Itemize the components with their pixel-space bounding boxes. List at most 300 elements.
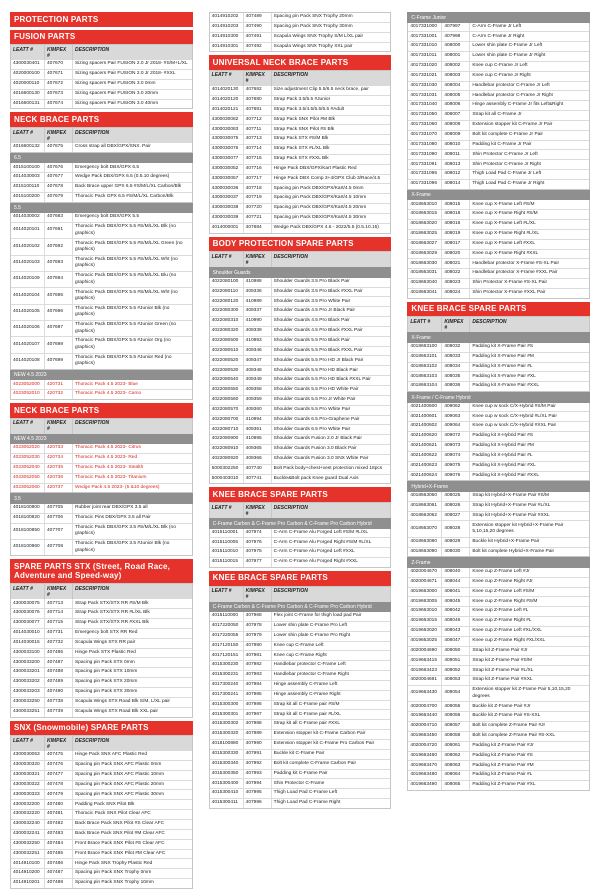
table-row: [210, 307, 391, 317]
description-cell: Padding kit Z-Frame Pair #L: [472, 772, 533, 778]
column-header-description: DESCRIPTION: [75, 129, 110, 136]
description-cell: Buckle kit Z-Frame Pair #S-XXL: [472, 713, 541, 719]
kimpex-cell: 407713: [45, 599, 73, 608]
description-cell: C-Arm C-Frame Alu Forged Left #S/M #L/XL: [273, 529, 369, 535]
leatt-cell: 4300032250: [11, 840, 45, 849]
kimpex-cell: 408013: [442, 160, 470, 169]
kimpex-cell: 407995: [244, 789, 272, 798]
description-cell: Scapula Wings SNX Trophy XXL pair: [273, 43, 353, 49]
parts-table: [209, 86, 392, 234]
description-cell: Shin Protector X-Frame #S-XL Pair: [472, 280, 548, 286]
kimpex-cell: 420734: [45, 454, 73, 463]
table-row: [11, 60, 192, 70]
table-row: [11, 504, 192, 514]
table-row: [408, 588, 589, 598]
leatt-cell: 4015300400: [210, 779, 244, 788]
leatt-cell: 4022080560: [210, 396, 244, 405]
description-cell: Shoulder Guards 5.5 Pro Jr White Pair: [273, 397, 356, 403]
description-cell: Thoracic Pack DBX/GPX 5.5 #S/M/L/XL Blu (no graphics): [75, 273, 177, 285]
kimpex-cell: 420732: [45, 390, 73, 399]
leatt-cell: 4021400622: [408, 452, 442, 461]
kimpex-cell: 408014: [442, 180, 470, 189]
description-cell: Thoracic Pack DBX/GPX 3.5 #S/M/L/XL Blk (no graphics): [75, 524, 176, 537]
description-cell: Knee cup X-Frame Left #L/XL: [472, 221, 536, 227]
table-row: [11, 464, 192, 474]
kimpex-cell: 407707: [45, 524, 73, 539]
column-header-leatt: LEATT #: [11, 128, 45, 143]
leatt-cell: 4022080520: [210, 356, 244, 365]
table-row: [210, 376, 391, 386]
table-row: [408, 353, 589, 363]
table-row: [210, 337, 391, 347]
kimpex-cell: 420735: [45, 464, 73, 473]
description-cell: Scapula Wings STX Road Blk XXL pair: [75, 708, 159, 714]
kimpex-cell: 408022: [442, 269, 470, 278]
kimpex-cell: 420733: [45, 444, 73, 453]
description-cell: Flex joint C-Frame for thigh load pad Pair: [273, 613, 362, 619]
leatt-cell: 4016600131: [11, 100, 45, 109]
table-row: [408, 521, 589, 537]
description-cell: Strap Pack STX/STX RR #XXL Blk: [75, 620, 149, 626]
table-subheader: C-Frame Junior: [407, 12, 590, 23]
kimpex-cell: 407672: [45, 80, 73, 89]
description-cell: Shoulder Guards Fusion 2.0 Jr Black Pair: [273, 436, 362, 442]
leatt-cell: 4020004670: [408, 568, 442, 577]
leatt-cell: 4014020109: [11, 272, 45, 287]
description-cell: Shoulder Guards 4.5 Pro Black #XXL Pair: [273, 328, 363, 334]
section-header: NECK BRACE PARTS: [10, 112, 193, 127]
kimpex-cell: 408054: [442, 686, 470, 701]
table-row: [11, 800, 192, 810]
table-row: [408, 382, 589, 391]
section-header: SNX (Snowmobile) SPARE PARTS: [10, 721, 193, 736]
leatt-cell: 4017220055: [210, 632, 244, 641]
table-row: [11, 698, 192, 708]
table-row: [408, 412, 589, 422]
description-cell: Sizing spacers Pair FUSION 3.0 0mm: [75, 81, 156, 87]
description-cell: Lower shin plate C-Frame Jr Left: [472, 43, 543, 49]
description-cell: Strap Pack SNX Pilot #S Blk: [273, 126, 335, 132]
kimpex-cell: 410995: [244, 435, 272, 444]
catalog-column-1: [10, 12, 193, 886]
kimpex-cell: 408005: [442, 91, 470, 100]
table-subheader: NEW 4.5 2023: [10, 434, 193, 445]
description-cell: Wedge Pack 4.5 2023- (5 &10 degrees): [75, 484, 160, 490]
table-subheader: 3.5: [10, 493, 193, 504]
column-header-kimpex: KIMPEX #: [45, 45, 73, 60]
table-row: [408, 702, 589, 712]
leatt-cell: 4019663020: [408, 627, 442, 636]
table-row: [408, 597, 589, 607]
kimpex-cell: 407475: [45, 751, 73, 760]
leatt-cell: 4017331091: [408, 160, 442, 169]
kimpex-cell: 408056: [442, 712, 470, 721]
description-cell: Thoracic Pack DBX/GPX 5.5 #Junior Red (no graphics): [75, 354, 172, 367]
kimpex-cell: 409064: [442, 422, 470, 431]
table-row: [210, 204, 391, 214]
table-row: [408, 160, 589, 170]
leatt-cell: 4019663015: [408, 617, 442, 626]
table-subheader: C-Frame Carbon & C-Frame Pro Carbon & C-Frame Pro Carbon Hybrid: [209, 602, 392, 613]
column-header-row: [10, 418, 193, 434]
column-header-kimpex: KIMPEX #: [244, 252, 272, 267]
table-row: [408, 452, 589, 462]
kimpex-cell: 409074: [442, 452, 470, 461]
leatt-cell: 4017331010: [408, 42, 442, 51]
column-header-kimpex: KIMPEX #: [45, 128, 73, 143]
kimpex-cell: 409346: [244, 347, 272, 356]
table-row: [210, 710, 391, 720]
leatt-cell: 4014910300: [210, 33, 244, 42]
parts-table: [10, 163, 193, 202]
description-cell: Thoracic Pack 4.5 2023- Citrus: [75, 445, 141, 451]
kimpex-cell: 408036: [442, 382, 470, 391]
table-row: [408, 101, 589, 111]
description-cell: Handlebar protector C-Frame Right: [273, 672, 349, 678]
leatt-cell: 4022080120: [210, 297, 244, 306]
leatt-cell: 4018663010: [408, 200, 442, 209]
leatt-cell: 4022080920: [210, 455, 244, 464]
leatt-cell: 4021400620: [408, 432, 442, 441]
kimpex-cell: 408000: [442, 42, 470, 51]
table-row: [11, 629, 192, 639]
kimpex-cell: 407996: [244, 799, 272, 808]
description-cell: Sizing spacers Pair FUSION 3.0 20mm: [75, 90, 159, 96]
leatt-cell: 4019663430: [408, 686, 442, 701]
description-cell: Extension stopper kit Z-Frame Pair 5,10,15,20 degrees: [472, 687, 571, 699]
leatt-cell: 4300030323: [11, 790, 45, 799]
leatt-cell: 4018663070: [408, 521, 442, 536]
leatt-cell: 4300033203: [11, 688, 45, 697]
table-row: [11, 840, 192, 850]
column-header-kimpex: KIMPEX #: [45, 736, 73, 751]
description-cell: Back Brace Pack SNX Pilot #S Clear AFC: [75, 821, 165, 827]
leatt-cell: 4300030322: [11, 781, 45, 790]
description-cell: Strap kit Hybrid+X-Frame Pair #L/XL: [472, 502, 551, 508]
leatt-cell: 4018663090: [408, 548, 442, 557]
leatt-cell: 4014030010: [11, 629, 45, 638]
leatt-cell: 4018663029: [408, 250, 442, 259]
table-row: [408, 722, 589, 732]
kimpex-cell: 407982: [244, 661, 272, 670]
kimpex-cell: 407979: [244, 632, 272, 641]
leatt-cell: 4022080570: [210, 406, 244, 415]
section-header: SPARE PARTS STX (Street, Road Race, Adventure and Speed-way): [10, 559, 193, 583]
table-row: [408, 607, 589, 617]
column-header-leatt: LEATT #: [210, 503, 244, 518]
kimpex-cell: 420736: [45, 474, 73, 483]
description-cell: Knee cup Z-Frame Left #XL/XXL: [472, 628, 542, 634]
table-row: [408, 111, 589, 121]
table-row: [210, 224, 391, 233]
table-row: [408, 180, 589, 189]
description-cell: Spacing pin Pack SNX Trophy 30mm: [273, 24, 353, 30]
kimpex-cell: 407980: [244, 642, 272, 651]
table-row: [408, 72, 589, 82]
table-row: [11, 80, 192, 90]
table-row: [408, 343, 589, 353]
table-row: [408, 422, 589, 432]
description-cell: Buckle kit Hybrid+X-Frame Pair: [472, 538, 540, 544]
leatt-cell: 4021400601: [408, 412, 442, 421]
description-cell: C-Arm C-Frame Jr Right: [472, 33, 525, 39]
kimpex-cell: 407677: [45, 173, 73, 182]
description-cell: Shoulder Guards 3.5 Pro White Pair: [273, 298, 351, 304]
table-row: [408, 279, 589, 289]
leatt-cell: 4018663103: [408, 372, 442, 381]
leatt-cell: 4018663102: [408, 363, 442, 372]
kimpex-cell: 408024: [442, 289, 470, 298]
kimpex-cell: 408003: [442, 72, 470, 81]
leatt-cell: 4300030077: [210, 155, 244, 164]
leatt-cell: 4014020107: [11, 337, 45, 352]
description-cell: Padding kit X-Frame Pair #XXL: [472, 383, 539, 389]
leatt-cell: 4015300302: [210, 720, 244, 729]
table-row: [408, 131, 589, 141]
kimpex-cell: 408047: [442, 637, 470, 646]
leatt-cell: 4017331000: [408, 23, 442, 32]
kimpex-cell: 410989: [244, 297, 272, 306]
description-cell: Strap kit all C-Frame pair #S/M: [273, 701, 340, 707]
table-row: [210, 165, 391, 175]
description-cell: Sizing spacers Pair FUSION 2.0 Jr 2018- #XXL: [75, 71, 176, 77]
kimpex-cell: 407714: [244, 145, 272, 154]
leatt-cell: 4014020103: [11, 256, 45, 271]
column-header-row: [209, 251, 392, 267]
table-row: [408, 141, 589, 151]
leatt-cell: 4023052060: [11, 484, 45, 493]
column-header-kimpex: KIMPEX #: [244, 71, 272, 86]
table-row: [408, 686, 589, 702]
table-row: [11, 658, 192, 668]
table-row: [11, 761, 192, 771]
description-cell: Emergency bolt DBX/GPX 6.5: [75, 164, 139, 170]
description-cell: Strap Pack STX/STX RR #L/XL Blk: [75, 610, 150, 616]
kimpex-cell: 409073: [442, 442, 470, 451]
table-row: [408, 462, 589, 472]
kimpex-cell: 409359: [244, 396, 272, 405]
table-row: [210, 622, 391, 632]
parts-table: [209, 12, 392, 52]
kimpex-cell: 407998: [442, 32, 470, 41]
table-row: [210, 416, 391, 426]
parts-table: [10, 380, 193, 400]
leatt-cell: 4023052010: [11, 390, 45, 399]
leatt-cell: 4014910203: [210, 23, 244, 32]
table-row: [408, 23, 589, 33]
column-header-leatt: LEATT #: [11, 584, 45, 599]
table-row: [210, 642, 391, 652]
description-cell: Bolt Pack body+chest+vest protection mixed 18pcs: [273, 465, 383, 471]
table-row: [210, 681, 391, 691]
kimpex-cell: 408011: [442, 150, 470, 159]
table-row: [11, 70, 192, 80]
leatt-cell: 4021400624: [408, 472, 442, 481]
description-cell: Knee cup Z-Frame Right #S/M: [472, 598, 538, 604]
leatt-cell: 4022080500: [210, 337, 244, 346]
leatt-cell: 4300030083: [210, 125, 244, 134]
description-cell: Bolt kit complete Z-Frame Pair #S-XXL: [472, 733, 555, 739]
leatt-cell: 4014020130: [210, 86, 244, 95]
table-row: [408, 200, 589, 210]
leatt-cell: 4014910100: [11, 859, 45, 868]
kimpex-cell: 407671: [45, 70, 73, 79]
kimpex-cell: 408055: [442, 702, 470, 711]
column-header-leatt: LEATT #: [408, 317, 442, 332]
description-cell: Rubber joint rear DBX/GPX 3.5 all: [75, 505, 148, 511]
description-cell: Thoracic Pack DBX/GPX 5.5 #Junior Org (no graphics): [75, 338, 171, 350]
leatt-cell: 4017331011: [408, 52, 442, 61]
leatt-cell: 4018663030: [408, 259, 442, 268]
catalog-column-2: [209, 12, 392, 806]
leatt-cell: 4019663460: [408, 752, 442, 761]
table-row: [210, 730, 391, 740]
leatt-cell: 4017331095: [408, 170, 442, 179]
kimpex-cell: 407699: [45, 354, 73, 369]
kimpex-cell: 408061: [442, 742, 470, 751]
column-header-description: DESCRIPTION: [75, 46, 110, 53]
table-row: [210, 194, 391, 204]
description-cell: Knee cup C-Frame Jr Right: [472, 72, 531, 78]
table-row: [210, 455, 391, 465]
parts-table: [407, 23, 590, 190]
description-cell: Back Brace Pack SNX Pilot #M Clear AFC: [75, 831, 165, 837]
table-row: [408, 52, 589, 62]
leatt-cell: 4021400602: [408, 422, 442, 431]
table-row: [210, 366, 391, 376]
table-row: [210, 632, 391, 642]
kimpex-cell: 407716: [244, 165, 272, 174]
description-cell: Padding kit X-Hybrid Pair #XL: [472, 462, 536, 468]
kimpex-cell: 409366: [244, 455, 272, 464]
description-cell: Shoulder Guards Fusion 3.0 SNX White Pair: [273, 456, 369, 462]
description-cell: Hinge assembly C-Frame Left: [273, 682, 338, 688]
table-row: [408, 269, 589, 279]
leatt-cell: 4018663061: [408, 502, 442, 511]
table-row: [11, 751, 192, 761]
description-cell: Scapula Wings SNX Trophy S/M L/XL pair: [273, 33, 364, 39]
leatt-cell: 4022080110: [210, 288, 244, 297]
leatt-cell: 4018663101: [408, 353, 442, 362]
description-cell: Strap kit Z-Frame Pair #XXL: [472, 677, 533, 683]
table-row: [210, 465, 391, 475]
kimpex-cell: 408009: [442, 131, 470, 140]
kimpex-cell: 407739: [45, 708, 73, 717]
table-row: [408, 372, 589, 382]
column-header-description: DESCRIPTION: [273, 72, 308, 79]
table-subheader: X-Frame: [407, 190, 590, 201]
kimpex-cell: 407486: [45, 649, 73, 658]
leatt-cell: 4020004710: [408, 722, 442, 731]
leatt-cell: 4300032241: [11, 830, 45, 839]
description-cell: Extension stopper kit C-Frame Jr Pair: [472, 122, 553, 128]
description-cell: Strap Pack STX #S/M Blk: [273, 136, 329, 142]
leatt-cell: 4015300231: [210, 671, 244, 680]
description-cell: Strap Pack STX #L/XL Blk: [273, 146, 330, 152]
description-cell: Bolt kit complete C-Frame Jr Pair: [472, 131, 543, 137]
leatt-cell: 4022080100: [210, 278, 244, 287]
kimpex-cell: 407994: [244, 779, 272, 788]
leatt-cell: 4300030076: [11, 609, 45, 618]
kimpex-cell: 407713: [244, 135, 272, 144]
leatt-cell: 4300030036: [210, 184, 244, 193]
table-row: [11, 223, 192, 239]
leatt-cell: 4300033201: [11, 668, 45, 677]
kimpex-cell: 407682: [244, 86, 272, 95]
description-cell: Strap Pack STX #XXL Blk: [273, 156, 329, 162]
leatt-cell: 4300033202: [11, 678, 45, 687]
table-row: [11, 183, 192, 193]
table-row: [210, 750, 391, 760]
table-row: [11, 272, 192, 288]
kimpex-cell: 409075: [442, 462, 470, 471]
table-row: [408, 647, 589, 657]
kimpex-cell: 409348: [244, 366, 272, 375]
leatt-cell: 4019663490: [408, 781, 442, 790]
leatt-cell: 4300030038: [210, 204, 244, 213]
table-row: [11, 668, 192, 678]
description-cell: Knee cup X-Frame Right #XXL: [472, 250, 539, 256]
description-cell: Spacing pin Pack SNX AFC Plastic 10mm: [75, 771, 165, 777]
kimpex-cell: 410988: [244, 278, 272, 287]
table-row: [408, 578, 589, 588]
leatt-cell: 4300030037: [210, 194, 244, 203]
description-cell: Front Brace Pack SNX Pilot #S Clear AFC: [75, 840, 165, 846]
section-header: FUSION PARTS: [10, 30, 193, 45]
table-subheader: C-Frame Carbon & C-Frame Pro Carbon & C-Frame Pro Carbon Hybrid: [209, 518, 392, 529]
kimpex-cell: 409339: [244, 327, 272, 336]
column-header-description: DESCRIPTION: [75, 585, 110, 592]
leatt-cell: 4017120150: [210, 642, 244, 651]
table-row: [408, 42, 589, 52]
column-header-leatt: LEATT #: [11, 419, 45, 434]
table-row: [11, 524, 192, 540]
table-row: [11, 454, 192, 464]
kimpex-cell: 408050: [442, 647, 470, 656]
table-row: [408, 442, 589, 452]
leatt-cell: 4018663104: [408, 382, 442, 391]
kimpex-cell: 407983: [244, 671, 272, 680]
table-row: [210, 86, 391, 96]
leatt-cell: 4017120151: [210, 651, 244, 660]
kimpex-cell: 408030: [442, 548, 470, 557]
kimpex-cell: 407487: [45, 869, 73, 878]
description-cell: Shoulder Guards 5.5 Pro HD Black #XXL Pair: [273, 377, 371, 383]
description-cell: Knee cup X-Frame Left #XXL: [472, 240, 536, 246]
kimpex-cell: 407714: [45, 609, 73, 618]
table-row: [408, 150, 589, 160]
table-row: [210, 661, 391, 671]
table-row: [11, 213, 192, 223]
description-cell: Lower shin plate C-Frame Pro Right: [273, 632, 351, 638]
leatt-cell: 4300030053: [11, 751, 45, 760]
table-row: [408, 712, 589, 722]
parts-table: [407, 343, 590, 392]
description-cell: Bolt kit complete Hybrid+X-Frame Pair: [472, 548, 555, 554]
description-cell: Strap Pack STX/STX RR #S/M Blk: [75, 600, 149, 606]
table-row: [408, 742, 589, 752]
leatt-cell: 4016600132: [11, 143, 45, 152]
kimpex-cell: 410994: [244, 416, 272, 425]
kimpex-cell: 407711: [244, 125, 272, 134]
leatt-cell: 4022080310: [210, 317, 244, 326]
leatt-cell: 4022080550: [210, 386, 244, 395]
table-row: [210, 612, 391, 622]
kimpex-cell: 407988: [244, 720, 272, 729]
leatt-cell: 4020004690: [408, 647, 442, 656]
description-cell: Shoulder Guards 3.5 Pro Black #XXL Pair: [273, 288, 363, 294]
column-header-kimpex: KIMPEX #: [45, 584, 73, 599]
